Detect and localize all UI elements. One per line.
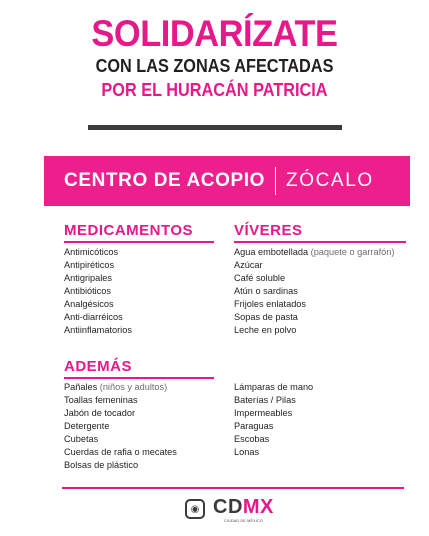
poster-header bbox=[0, 14, 429, 102]
medicamentos-underline bbox=[64, 241, 214, 243]
logo-cd: CD bbox=[213, 496, 243, 518]
item-note: (niños y adultos) bbox=[99, 382, 168, 392]
list-item: Antiinflamatorios bbox=[64, 325, 132, 335]
poster-title: SOLIDARÍZATE bbox=[91, 13, 338, 54]
ademas-left-column bbox=[64, 381, 224, 472]
item-note: (paquete o garrafón) bbox=[310, 247, 395, 257]
city-shield-icon: ◉ bbox=[185, 499, 205, 519]
list-item: Jabón de tocador bbox=[64, 408, 136, 418]
ademas-right-list bbox=[234, 381, 394, 459]
list-item: Detergente bbox=[64, 421, 110, 431]
list-item: Sopas de pasta bbox=[234, 312, 298, 322]
ademas-heading: ADEMÁS bbox=[64, 358, 133, 375]
cdmx-logo bbox=[185, 497, 274, 523]
list-item: Bolsas de plástico bbox=[64, 460, 139, 470]
logo-wordmark bbox=[213, 497, 274, 517]
ademas-left-list bbox=[64, 381, 224, 472]
list-item: Cubetas bbox=[64, 434, 99, 444]
medicamentos-section bbox=[64, 222, 214, 337]
logo-mx: MX bbox=[242, 496, 274, 518]
list-item: Paraguas bbox=[234, 421, 274, 431]
viveres-underline bbox=[234, 241, 406, 243]
viveres-list bbox=[234, 246, 406, 337]
medicamentos-heading: MEDICAMENTOS bbox=[64, 222, 194, 239]
poster-subtitle-line1: CON LAS ZONAS AFECTADAS bbox=[95, 55, 334, 76]
list-item: Antimicóticos bbox=[64, 247, 119, 257]
list-item: Azúcar bbox=[234, 260, 263, 270]
header-divider bbox=[88, 125, 342, 130]
item-name: Agua embotellada bbox=[234, 247, 309, 257]
list-item: Analgésicos bbox=[64, 299, 114, 309]
viveres-section bbox=[234, 222, 406, 337]
list-item: Lámparas de mano bbox=[234, 382, 314, 392]
ademas-right-column bbox=[234, 381, 394, 459]
list-item: Impermeables bbox=[234, 408, 293, 418]
footer-divider bbox=[62, 487, 404, 489]
list-item bbox=[234, 246, 406, 259]
ademas-underline bbox=[64, 377, 214, 379]
banner-location: ZÓCALO bbox=[286, 170, 374, 191]
banner-separator bbox=[275, 167, 276, 195]
list-item: Café soluble bbox=[234, 273, 286, 283]
list-item: Baterías / Pilas bbox=[234, 395, 296, 405]
logo-city-name: CIUDAD DE MÉXICO bbox=[224, 519, 263, 523]
collection-center-banner bbox=[44, 156, 410, 206]
list-item: Toallas femeninas bbox=[64, 395, 138, 405]
poster-subtitle-line2: POR EL HURACÁN PATRICIA bbox=[101, 79, 328, 100]
list-item: Antibióticos bbox=[64, 286, 111, 296]
medicamentos-list bbox=[64, 246, 214, 337]
list-item: Atún o sardinas bbox=[234, 286, 298, 296]
list-item: Lonas bbox=[234, 447, 260, 457]
list-item: Leche en polvo bbox=[234, 325, 297, 335]
ademas-section bbox=[64, 358, 404, 382]
list-item: Antigripales bbox=[64, 273, 113, 283]
logo-text bbox=[213, 497, 274, 523]
list-item: Cuerdas de rafia o mecates bbox=[64, 447, 177, 457]
list-item: Anti-diarréicos bbox=[64, 312, 123, 322]
viveres-heading: VÍVERES bbox=[234, 222, 303, 239]
banner-label: CENTRO DE ACOPIO bbox=[64, 170, 266, 191]
list-item bbox=[64, 381, 224, 394]
item-name: Pañales bbox=[64, 382, 98, 392]
list-item: Antipiréticos bbox=[64, 260, 115, 270]
list-item: Escobas bbox=[234, 434, 270, 444]
list-item: Frijoles enlatados bbox=[234, 299, 307, 309]
